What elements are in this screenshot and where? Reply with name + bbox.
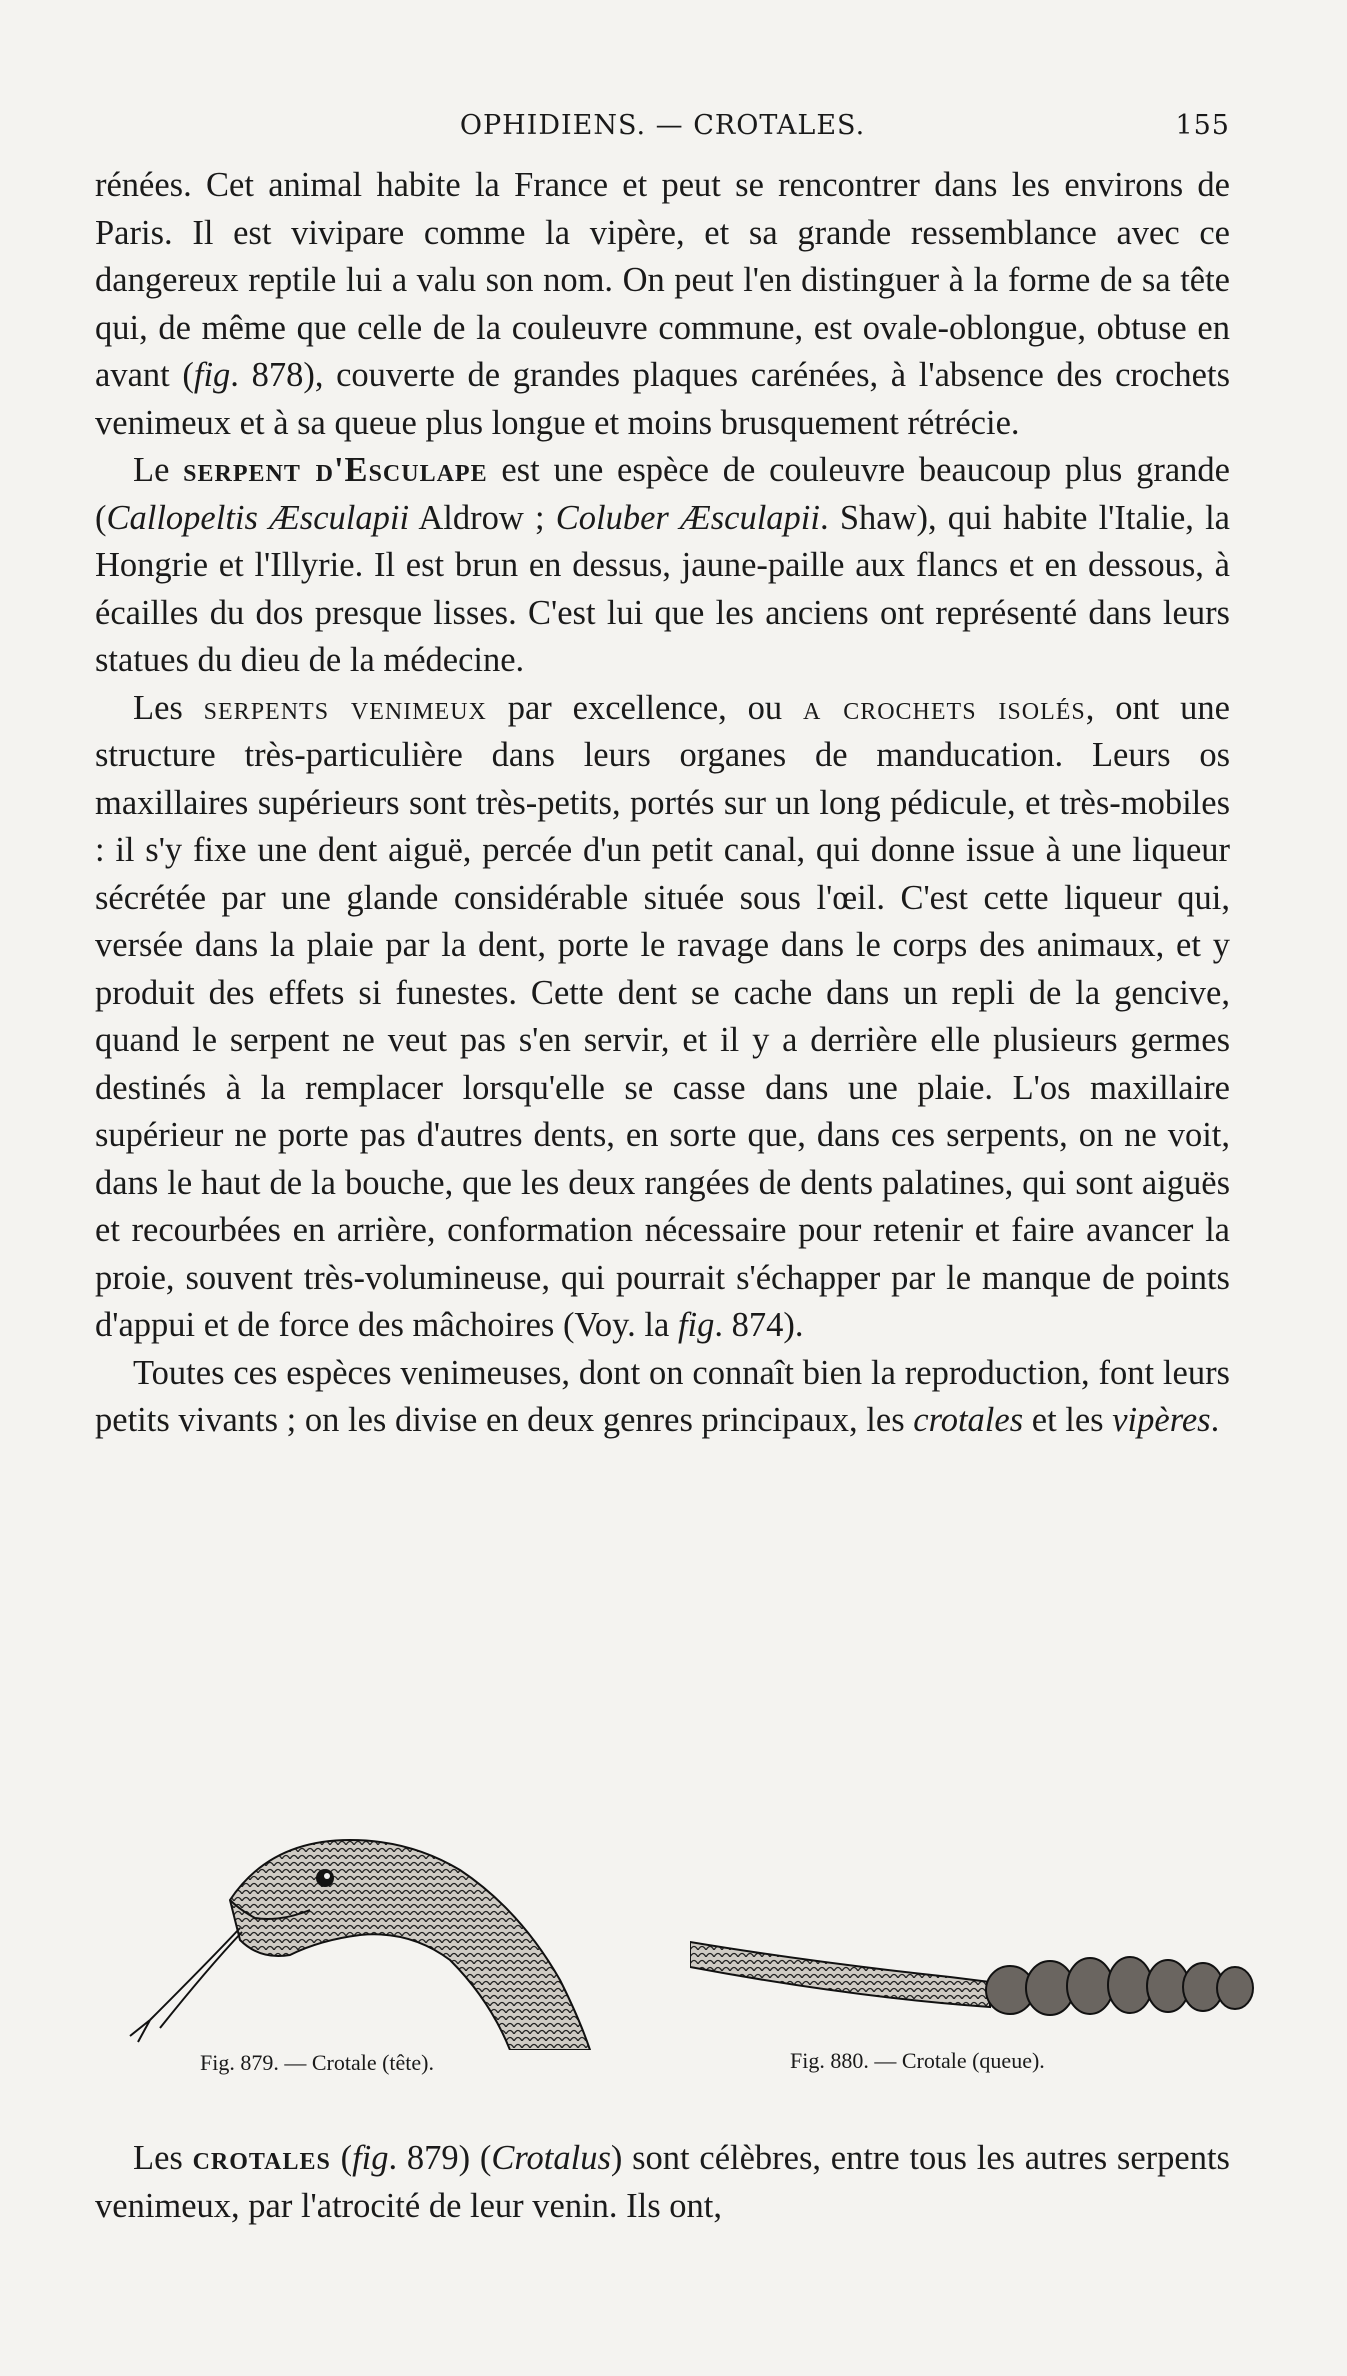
text-run: . bbox=[1210, 1401, 1220, 1439]
rattlesnake-tail-illustration bbox=[690, 1922, 1330, 2022]
running-title: OPHIDIENS. — CROTALES. bbox=[459, 110, 866, 141]
rattlesnake-head-illustration bbox=[90, 1810, 610, 2050]
genus-term: vipères bbox=[1112, 1401, 1211, 1439]
text-run: et les bbox=[1023, 1401, 1113, 1439]
small-caps-term: a crochets isolés bbox=[803, 688, 1086, 727]
text-run: Aldrow ; bbox=[409, 498, 556, 537]
genus-name: crotales bbox=[192, 2139, 331, 2177]
figures-block bbox=[90, 1810, 1240, 2110]
figure-879-caption: Fig. 879. — Crotale (tête). bbox=[200, 2050, 435, 2075]
paragraph-venomous bbox=[95, 685, 1230, 1350]
fig-ref: fig bbox=[193, 356, 231, 394]
text-run: ) sont célèbres, entre tous les autres serpents venimeux, par l'atrocité de leur venin. Ils ont, bbox=[95, 2139, 1230, 2225]
paragraph-1 bbox=[95, 162, 1230, 447]
text-run: . 874). bbox=[714, 1306, 804, 1344]
fig-ref: fig bbox=[352, 2139, 389, 2177]
paragraph-esculape bbox=[95, 447, 1230, 685]
small-caps-term: serpents venimeux bbox=[203, 688, 487, 727]
page-number: 155 bbox=[1175, 110, 1230, 141]
figure-880-caption: Fig. 880. — Crotale (queue). bbox=[790, 2048, 1045, 2073]
text-run: Les bbox=[133, 688, 204, 727]
latin-name: Callopeltis Æsculapii bbox=[106, 498, 410, 537]
page-header bbox=[95, 110, 1230, 150]
text-run: . 879) ( bbox=[388, 2139, 492, 2177]
text-run: Toutes ces espèces venimeuses, dont on connaît bien la reproduction, font leurs petits vivants ; on les divise en deux genres principaux, les bbox=[95, 1353, 1230, 1439]
body-text bbox=[95, 162, 1230, 1445]
paragraph-species bbox=[95, 1350, 1230, 1445]
text-run: est une espèce de couleuvre beaucoup plus grande ( bbox=[95, 451, 1230, 537]
fig-ref: fig bbox=[677, 1306, 715, 1344]
text-run: , ont une structure très-particulière dans leurs organes de manducation. Leurs os maxillaires supérieurs sont très-petits, portés sur un long pédicule, et très-mobiles : il s'y fixe une dent aiguë, percée d'un petit canal, qui donne issue à une liqueur sécrétée par une glande considérable située sous l'œil. C'est cette liqueur qui, versée dans la plaie par la dent, porte le ravage dans le corps des animaux, et y produit des effets si funestes. Cette dent se cache dans un repli de la gencive, quand le serpent ne veut pas s'en servir, et il y a derrière elle plusieurs germes destinés à la remplacer lorsqu'elle se casse dans une plaie. L'os maxillaire supérieur ne porte pas d'autres dents, en sorte que, dans ces serpents, on ne voit, dans le haut de la bouche, que les deux rangées de dents palatines, qui sont aiguës et recourbées en arrière, conformation nécessaire pour retenir et faire avancer la proie, souvent très-volumineuse, qui pourrait s'échapper par le manque de points d'appui et de force des mâchoires (Voy. la bbox=[95, 688, 1230, 1344]
species-name: serpent d'Esculape bbox=[183, 451, 488, 489]
text-run: rénées. Cet animal habite la France et peut se rencontrer dans les environs de Paris. Il est vivipare comme la vipère, et sa grande ressemblance avec ce dangereux reptile lui a valu son nom. On peut l'en distinguer à la forme de sa tête qui, de même que celle de la couleuvre commune, est ovale-oblongue, obtuse en avant ( bbox=[95, 166, 1230, 394]
latin-name: Crotalus bbox=[491, 2139, 611, 2177]
genus-term: crotales bbox=[913, 1401, 1024, 1439]
paragraph-crotales bbox=[95, 2135, 1230, 2230]
latin-name: Coluber Æsculapii bbox=[555, 498, 820, 537]
text-run: Les bbox=[133, 2139, 193, 2177]
body-text-bottom bbox=[95, 2135, 1230, 2230]
text-run: ( bbox=[330, 2139, 353, 2177]
text-run: . Shaw), qui habite l'Italie, la Hongrie et l'Illyrie. Il est brun en dessus, jaune-paille aux flancs et en dessous, à écailles du dos presque lisses. C'est lui que les anciens ont représenté dans leurs statues du dieu de la médecine. bbox=[95, 498, 1230, 679]
text-run: . 878), couverte de grandes plaques carénées, à l'absence des crochets venimeux et à sa queue plus longue et moins brusquement rétrécie. bbox=[95, 356, 1231, 442]
text-run: Le bbox=[133, 451, 184, 489]
text-run: par excellence, ou bbox=[486, 688, 804, 727]
